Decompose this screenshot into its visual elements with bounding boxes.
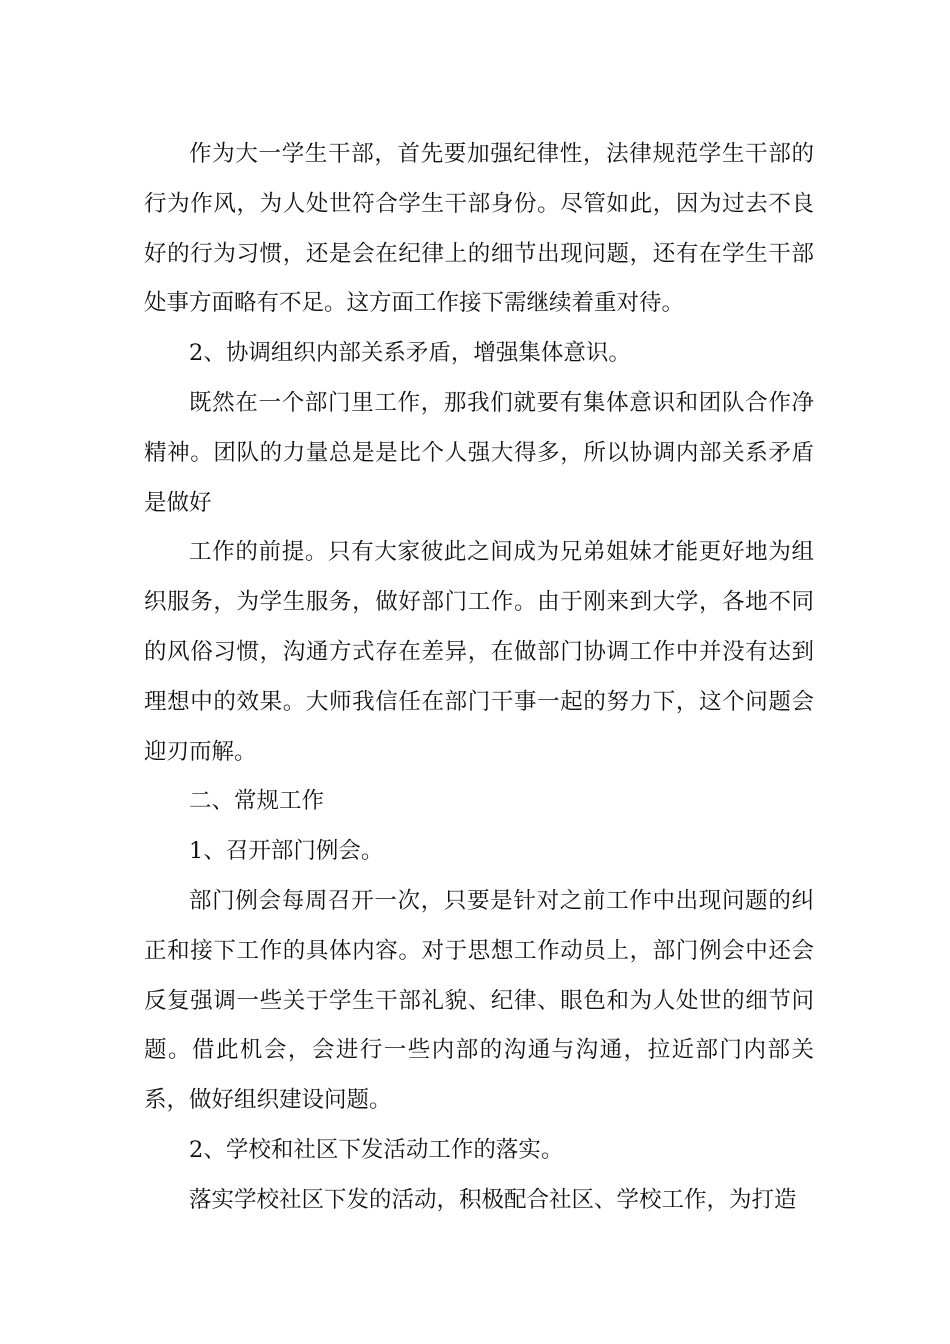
paragraph-discipline: 作为大一学生干部，首先要加强纪律性，法律规范学生干部的行为作风，为人处世符合学生干部身份。尽管如此，因为过去不良好的行为习惯，还是会在纪律上的细节出现问题，还有在学生干部处事方面略有不足。这方面工作接下需继续着重对待。 xyxy=(144,141,814,317)
paragraph-team-spirit: 既然在一个部门里工作，那我们就要有集体意识和团队合作净精神。团队的力量总是是比个人强大得多，所以协调内部关系矛盾是做好 xyxy=(144,389,814,516)
paragraph-activity-implementation: 落实学校社区下发的活动，积极配合社区、学校工作，为打造 xyxy=(189,1186,797,1213)
section-heading-routine-work: 二、常规工作 xyxy=(189,788,325,815)
document-body xyxy=(144,130,814,1226)
paragraph-work-premise: 工作的前提。只有大家彼此之间成为兄弟姐妹才能更好地为组织服务，为学生服务，做好部门工作。由于刚来到大学，各地不同的风俗习惯，沟通方式存在差异，在做部门协调工作中并没有达到理想中的效果。大师我信任在部门干事一起的努力下，这个问题会迎刃而解。 xyxy=(144,539,814,765)
paragraph-department-meeting: 部门例会每周召开一次，只要是针对之前工作中出现问题的纠正和接下工作的具体内容。对于思想工作动员上，部门例会中还会反复强调一些关于学生干部礼貌、纪律、眼色和为人处世的细节问题。借此机会，会进行一些内部的沟通与沟通，拉近部门内部关系，做好组织建设问题。 xyxy=(144,887,814,1114)
subheading-activity-implementation: 2、学校和社区下发活动工作的落实。 xyxy=(189,1136,564,1163)
subheading-coordinate-relations: 2、协调组织内部关系矛盾，增强集体意识。 xyxy=(189,340,631,367)
subheading-department-meeting: 1、召开部门例会。 xyxy=(189,838,384,865)
